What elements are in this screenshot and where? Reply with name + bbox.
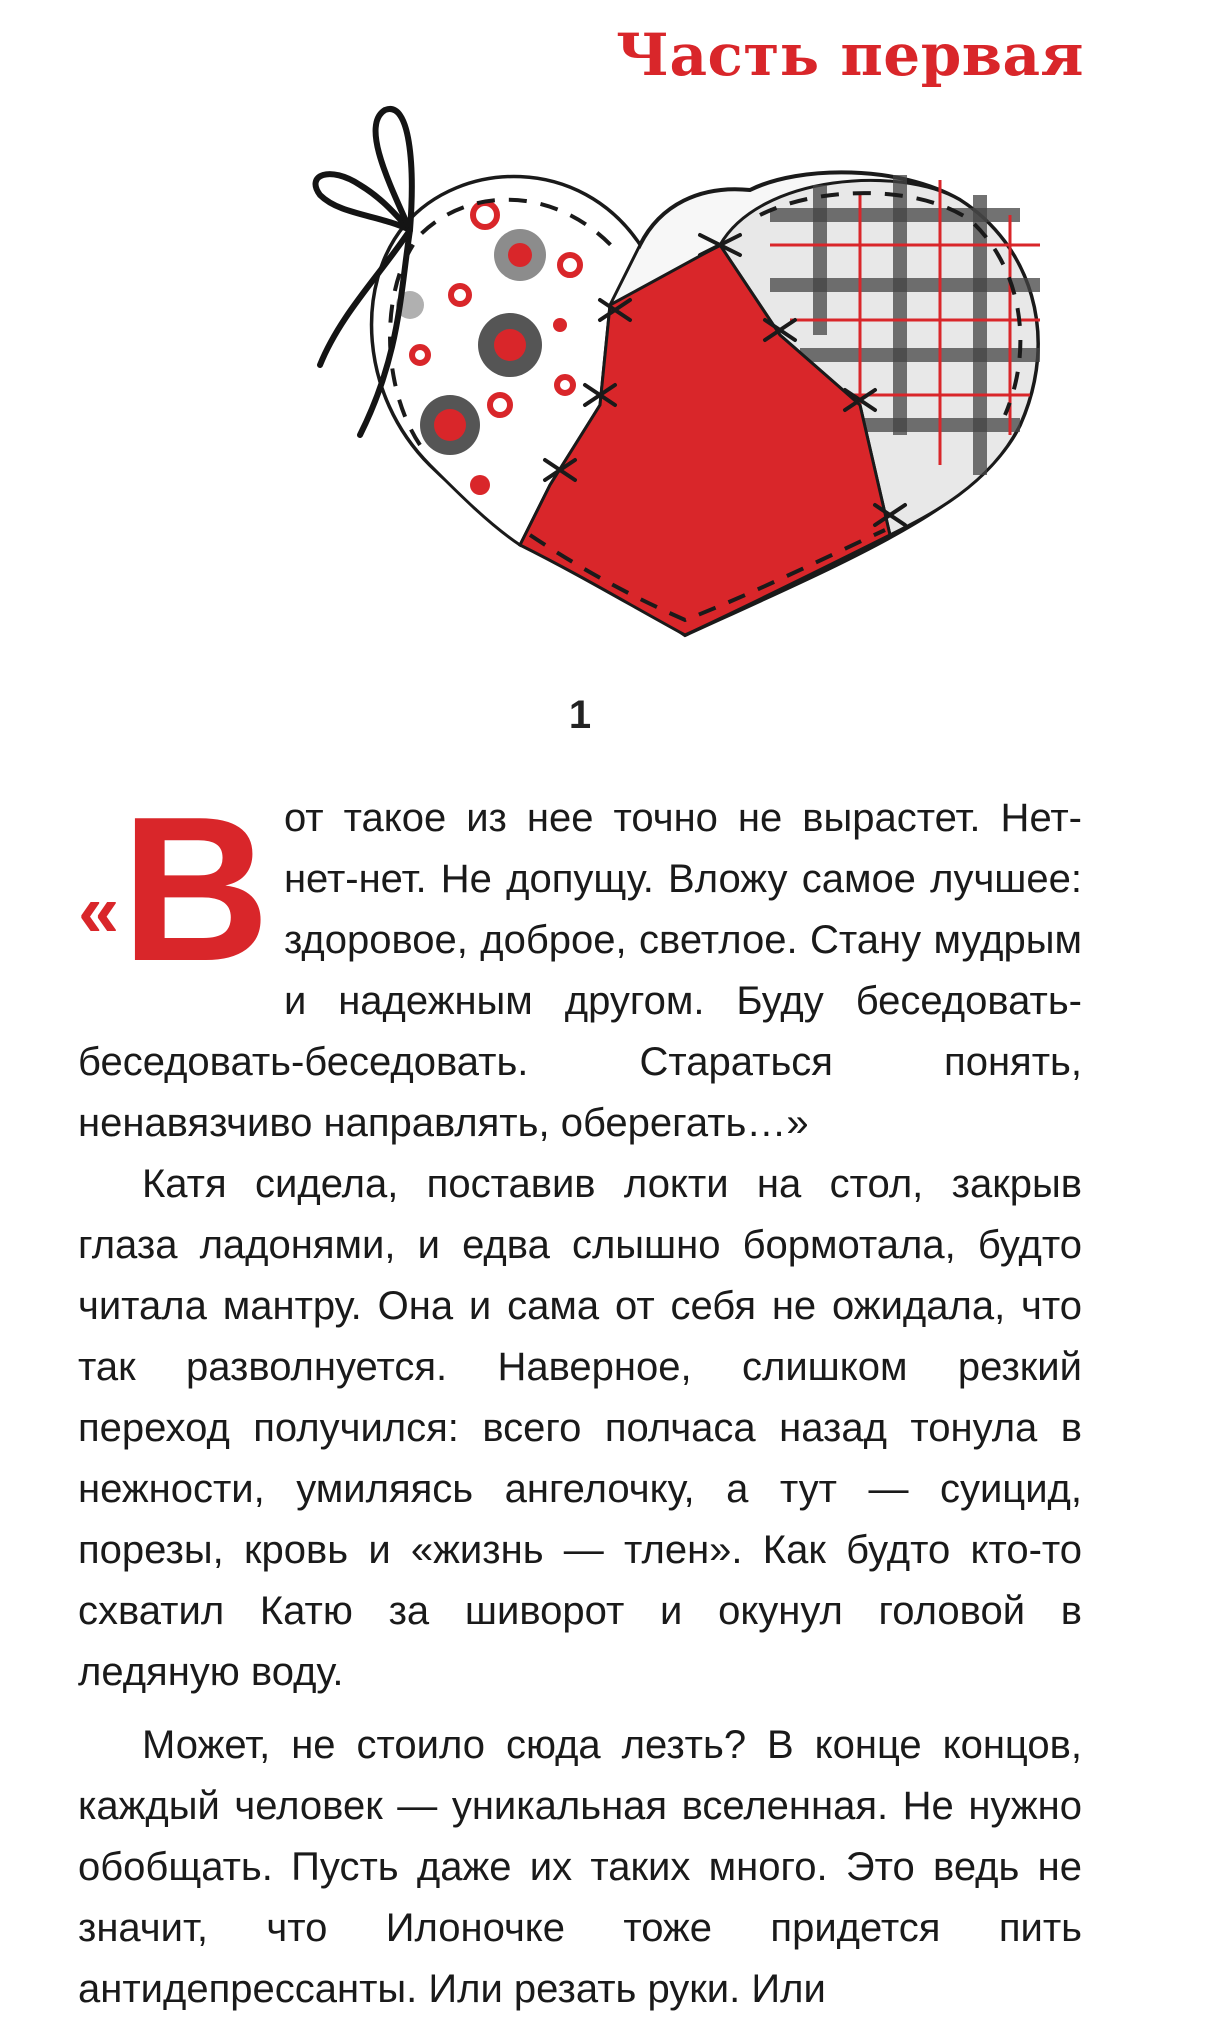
drop-cap bbox=[78, 774, 270, 1004]
part-title: Часть первая bbox=[616, 21, 1084, 89]
chapter-text bbox=[78, 774, 1082, 2020]
paragraph-3: Может, не стоило сюда лезть? В конце концов, каждый человек — уникальная вселенная. Не нужно обобщать. Пусть даже их таких много. Это ведь не значит, что Илоночке тоже придется пить антидепрессанты. Или резать руки. Или bbox=[78, 1723, 1082, 2011]
drop-cap-letter: В bbox=[121, 774, 270, 1004]
paragraph-2: Катя сидела, поставив локти на стол, закрыв глаза ладонями, и едва слышно бормотала, будто читала мантру. Она и сама от себя не ожидала, что так разволнуется. Наверное, слишком резкий переход получился: всего полчаса назад тонула в нежности, умиляясь ангелочку, а тут — суицид, порезы, кровь и «жизнь — тлен». Как будто кто-то схватил Катю за шиворот и окунул головой в ледяную воду. bbox=[78, 1162, 1082, 1694]
paragraph-opening bbox=[78, 774, 1082, 1154]
patchwork-heart-illustration bbox=[300, 105, 1070, 645]
chapter-number: 1 bbox=[568, 693, 592, 737]
paragraph-1-text: от такое из нее точно не вырастет. Нет-нет-нет. Не допущу. Вложу самое лучшее: здоровое, доброе, светлое. Стану мудрым и надежным другом. Буду беседовать-беседовать-беседовать. Стараться понять, ненавязчиво направлять, оберегать…» bbox=[78, 796, 1082, 1145]
drop-cap-quote: « bbox=[78, 869, 120, 952]
